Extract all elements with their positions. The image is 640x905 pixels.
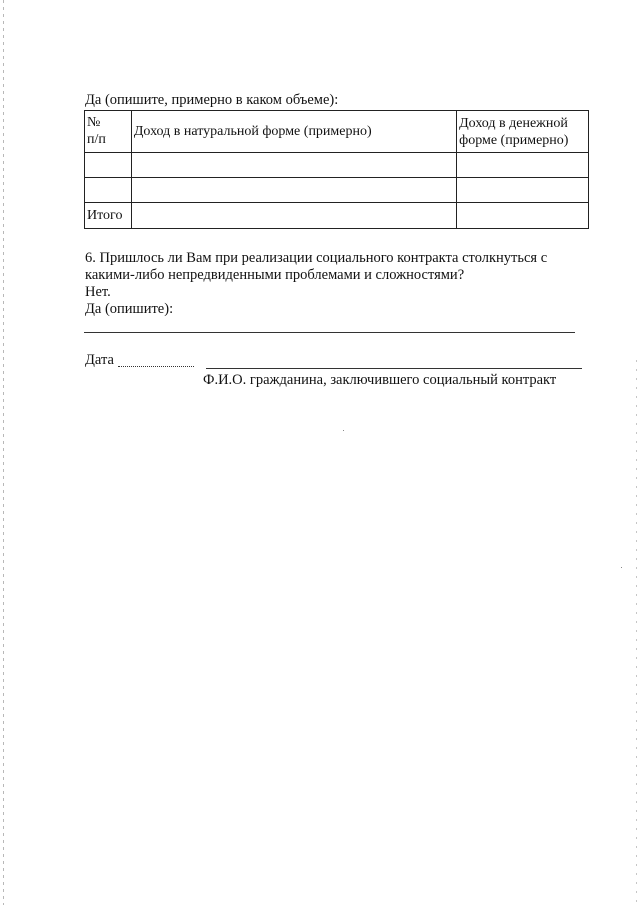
question6-line1: 6. Пришлось ли Вам при реализации социального контракта столкнуться с xyxy=(85,250,548,266)
signature-caption: Ф.И.О. гражданина, заключившего социальный контракт xyxy=(203,372,557,388)
total-label: Итого xyxy=(85,203,132,229)
describe-answer-line[interactable] xyxy=(84,332,575,333)
table-row xyxy=(85,153,589,178)
section5-intro: Да (опишите, примерно в каком объеме): xyxy=(85,92,339,108)
header-money-line2: форме (примерно) xyxy=(459,133,569,148)
cell-money-empty[interactable] xyxy=(457,178,589,203)
scan-speck xyxy=(343,430,344,431)
header-money-line1: Доход в денежной xyxy=(459,116,568,131)
cell-number-empty[interactable] xyxy=(85,153,132,178)
header-natural-income: Доход в натуральной форме (примерно) xyxy=(131,111,456,153)
answer-no: Нет. xyxy=(85,284,111,300)
cell-money-empty[interactable] xyxy=(457,153,589,178)
scan-edge-right xyxy=(636,360,637,905)
table-total-row xyxy=(85,203,589,229)
cell-natural-empty[interactable] xyxy=(131,178,456,203)
signature-line[interactable] xyxy=(206,368,582,369)
date-blank-field[interactable] xyxy=(118,366,194,367)
header-number xyxy=(85,111,132,153)
date-label: Дата xyxy=(85,352,114,368)
cell-number-empty[interactable] xyxy=(85,178,132,203)
question6-line2: какими-либо непредвиденными проблемами и сложностями? xyxy=(85,267,465,283)
answer-yes: Да (опишите): xyxy=(85,301,174,317)
income-table xyxy=(84,110,589,229)
cell-natural-empty[interactable] xyxy=(131,153,456,178)
table-header-row xyxy=(85,111,589,153)
scan-speck xyxy=(621,567,622,568)
cell-money-total[interactable] xyxy=(457,203,589,229)
scan-edge-left xyxy=(3,0,4,905)
header-number-line2: п/п xyxy=(87,132,106,147)
header-number-line1: № xyxy=(87,115,101,130)
table-row xyxy=(85,178,589,203)
cell-natural-total[interactable] xyxy=(131,203,456,229)
header-money-income xyxy=(457,111,589,153)
